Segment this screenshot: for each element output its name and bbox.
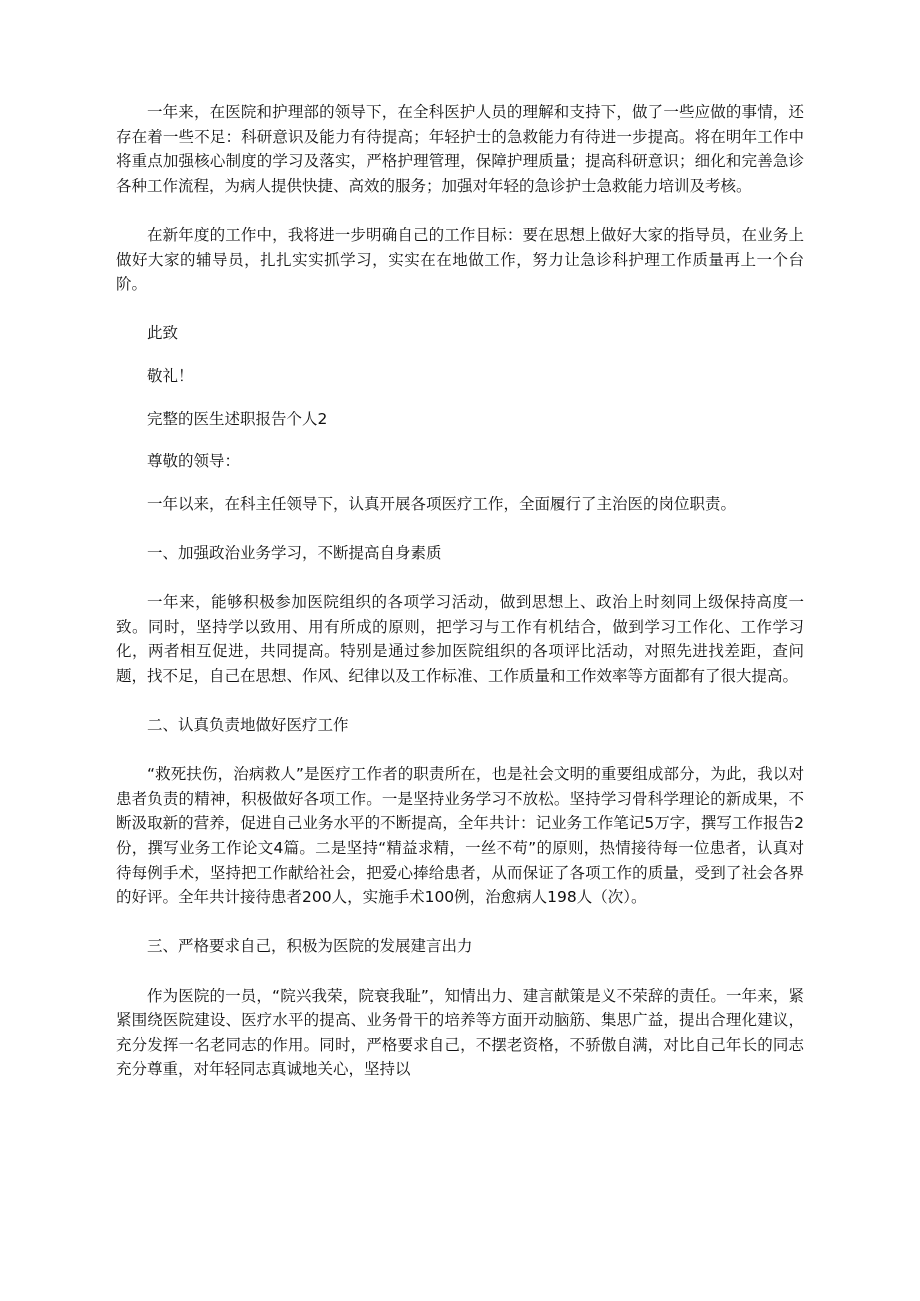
paragraph-goals: 在新年度的工作中，我将进一步明确自己的工作目标：要在思想上做好大家的指导员，在业务上做好大家的辅导员，扎扎实实抓学习，实实在在地做工作，努力让急诊科护理工作质量再上一个台阶。 <box>116 225 804 294</box>
heading-part-three: 三、严格要求自己，积极为医院的发展建言出力 <box>147 937 473 956</box>
paragraph-part-one: 一年来，能够积极参加医院组织的各项学习活动，做到思想上、政治上时刻同上级保持高度一致。同时，坚持学以致用、用有所成的原则，把学习与工作有机结合，做到学习工作化、工作学习化，两者相互促进，共同提高。特别是通过参加医院组织的各项评比活动，对照先进找差距，查问题，找不足，自己在思想、作风、纪律以及工作标准、工作质量和工作效率等方面都有了很大提高。 <box>116 593 804 685</box>
paragraph-intro: 一年以来，在科主任领导下，认真开展各项医疗工作，全面履行了主治医的岗位职责。 <box>147 494 737 513</box>
paragraph-part-three: 作为医院的一员，“院兴我荣，院衰我耻”，知情出力、建言献策是义不荣辞的责任。一年来，紧紧围绕医院建设、医疗水平的提高、业务骨干的培养等方面开动脑筋、集思广益，提出合理化建议，充分发挥一名老同志的作用。同时，严格要求自己，不摆老资格，不骄傲自满，对比自己年长的同志充分尊重，对年轻同志真诚地关心，坚持以 <box>116 986 804 1079</box>
closing-regards: 敬礼！ <box>147 366 194 385</box>
greeting: 尊敬的领导： <box>147 452 241 471</box>
paragraph-summary: 一年来，在医院和护理部的领导下，在全科医护人员的理解和支持下，做了一些应做的事情，还存在着一些不足：科研意识及能力有待提高；年轻护士的急救能力有待进一步提高。将在明年工作中将重点加强核心制度的学习及落实，严格护理管理，保障护理质量；提高科研意识；细化和完善急诊各种工作流程，为病人提供快捷、高效的服务；加强对年轻的急诊护士急救能力培训及考核。 <box>116 103 804 195</box>
heading-part-one: 一、加强政治业务学习，不断提高自身素质 <box>147 543 442 562</box>
heading-part-two: 二、认真负责地做好医疗工作 <box>147 716 349 735</box>
paragraph-part-two: “救死扶伤，治病救人”是医疗工作者的职责所在，也是社会文明的重要组成部分，为此，我以对患者负责的精神，积极做好各项工作。一是坚持业务学习不放松。坚持学习骨科学理论的新成果，不断汲取新的营养，促进自己业务水平的不断提高，全年共计：记业务工作笔记5万字，撰写工作报告2份，撰写业务工作论文4篇。二是坚持“精益求精，一丝不苟”的原则，热情接待每一位患者，认真对待每例手术，坚持把工作献给社会，把爱心捧给患者，从而保证了各项工作的质量，受到了社会各界的好评。全年共计接待患者200人，实施手术100例，治愈病人198人（次）。 <box>116 765 804 907</box>
section-title: 完整的医生述职报告个人2 <box>147 409 328 428</box>
closing-salutation: 此致 <box>147 324 179 343</box>
